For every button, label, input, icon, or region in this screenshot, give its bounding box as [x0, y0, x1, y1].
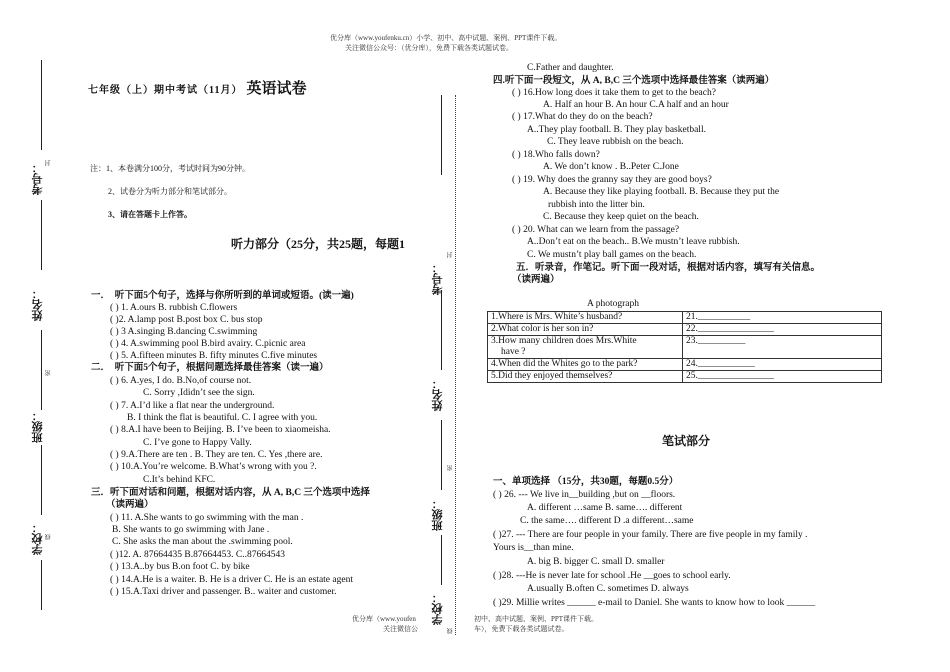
q11-b: B. She wants to go swimming with Jane . — [112, 525, 270, 535]
written-heading: 笔试部分 — [662, 434, 711, 448]
q27: ( )27. --- There are four people in your family. There are five people in my family . — [493, 530, 808, 540]
q8: ( ) 8.A.I have been to Beijing. B. I’ve been to xiaomeisha. — [110, 425, 331, 435]
written1-heading: 一、单项选择 （15分，共30题，每题0.5分） — [493, 477, 679, 487]
title-main: 英语试卷 — [246, 81, 307, 97]
section1-heading: 一． 听下面5个句子，选择与你所听到的单词或短语。(读一遍) — [91, 291, 354, 301]
q26: ( ) 26. --- We live in__building ,but on __floors. — [493, 490, 676, 500]
q9: ( ) 9.A.There are ten . B. They are ten. C. Yes ,there are. — [110, 450, 323, 460]
exam-number-label: 考号： — [32, 162, 44, 195]
table-cell-question-line2: have ? — [501, 347, 526, 357]
footer-line-2a: 关注微信公 — [383, 625, 418, 633]
q11-c: C. She asks the man about the .swimming pool. — [112, 537, 293, 547]
q12: ( )12. A. 87664435 B.87664453. C..87664543 — [110, 550, 285, 560]
header-line-2: 关注微信公众号：（优分库），免费下载各类试题试卷。 — [345, 44, 513, 52]
table-row — [488, 359, 882, 371]
section3-heading-2: （读两遍） — [106, 500, 154, 510]
class-label: 班级： — [32, 410, 44, 443]
table-cell-answer[interactable]: 21.___________ — [683, 312, 882, 324]
seal-mark-mi: 密 — [46, 370, 52, 376]
seal-mark-mi-2: 密 — [448, 465, 454, 471]
q19-c: C. Because they keep quiet on the beach. — [543, 212, 699, 222]
q28: ( )28. ---He is never late for school .He __goes to school early. — [493, 571, 731, 581]
section5-heading-2: （读两遍） — [512, 275, 560, 285]
q7: ( ) 7. A.I’d like a flat near the underground. — [110, 401, 275, 411]
table-row — [488, 312, 882, 324]
school-label: 学校： — [32, 522, 44, 555]
q20-c: C. We mustn’t play ball games on the beach. — [527, 250, 697, 260]
q17: ( ) 17.What do they do on the beach? — [512, 112, 653, 122]
q14: ( ) 14.A.He is a waiter. B. He is a driver C. He is an estate agent — [110, 575, 353, 585]
q2: ( )2. A.lamp post B.post box C. bus stop — [110, 315, 263, 325]
q11: ( ) 11. A.She wants to go swimming with the man . — [110, 513, 304, 523]
section3-heading: 三．听下面对话和问题，根据对话内容，从 A, B,C 三个选项中选择 — [91, 488, 370, 498]
name-label: 姓名： — [32, 288, 44, 321]
listening-heading: 听力部分（25分，共25题，每题1 — [231, 237, 406, 251]
table-cell-answer[interactable]: 24.____________ — [683, 359, 882, 371]
title-prefix: 七年级（上）期中考试（11月） — [88, 85, 243, 96]
q16-opts: A. Half an hour B. An hour C.A half and an hour — [543, 100, 729, 110]
table-cell-answer[interactable]: 25.________________ — [683, 371, 882, 383]
q18: ( ) 18.Who falls down? — [512, 150, 600, 160]
table-cell-question: 2.What color is her son in? — [488, 324, 683, 336]
table-row — [488, 324, 882, 336]
q15: ( ) 15.A.Taxi driver and passenger. B.. waiter and customer. — [110, 587, 337, 597]
table-row — [488, 371, 882, 383]
q10: ( ) 10.A.You’re welcome. B.What’s wrong with you ?. — [110, 462, 317, 472]
table-cell-answer[interactable]: 22.________________ — [683, 324, 882, 336]
q19: ( ) 19. Why does the granny say they are good boys? — [512, 175, 712, 185]
q4: ( ) 4. A.swimming pool B.bird avairy. C.picnic area — [110, 339, 306, 349]
q5: ( ) 5. A.fifteen minutes B. fifty minutes C.five minutes — [110, 351, 318, 361]
q8-c: C. I’ve gone to Happy Vally. — [143, 438, 252, 448]
q26-ab: A. different …same B. same…. different — [527, 503, 683, 513]
seal-mark-xian: 线 — [46, 534, 52, 540]
q28-opts: A.usually B.often C. sometimes D. always — [527, 584, 689, 594]
q10-c: C.It’s behind KFC. — [143, 475, 216, 485]
footer-line-1b: 初中、高中试题、案例、PPT课件下载。 — [474, 615, 599, 623]
footer-line-1a: 优分库（www.youfen — [352, 615, 416, 623]
q16: ( ) 16.How long does it take them to get to the beach? — [512, 88, 716, 98]
table-cell-question: 1.Where is Mrs. White’s husband? — [488, 312, 683, 324]
table-row — [488, 336, 882, 359]
table-cell-question: 5.Did they enjoyed themselves? — [488, 371, 683, 383]
q13: ( ) 13.A..by bus B.on foot C. by bike — [110, 562, 250, 572]
photo-table — [487, 311, 882, 383]
header-line-1: 优分库（www.youfenku.cn）小学、初中、高中试题、案例、PPT课件下载。 — [330, 34, 562, 42]
q29: ( )29. Millie writes ______ e-mail to Daniel. She wants to know how to look ______ — [493, 598, 816, 608]
q1: ( ) 1. A.ours B. rubbish C.flowers — [110, 303, 238, 313]
q20: ( ) 20. What can we learn from the passage? — [512, 225, 680, 235]
q27-opts: A. big B. bigger C. small D. smaller — [527, 557, 665, 567]
table-cell-question — [488, 336, 683, 359]
q7-bc: B. I think the flat is beautiful. C. I agree with you. — [127, 413, 318, 423]
page-title — [88, 77, 306, 98]
seal-mark-feng: 封 — [46, 160, 52, 166]
q19-b-cont: rubbish into the litter bin. — [548, 200, 645, 210]
q15-c: C.Father and daughter. — [527, 63, 614, 73]
q26-cd: C. the same…. different D .a different…same — [520, 516, 694, 526]
q18-opts: A. We don’t know . B..Peter C.Jone — [543, 162, 679, 172]
exam-number-label-2: 考号： — [432, 262, 444, 295]
note-2: 2、试卷分为听力部分和笔试部分。 — [108, 187, 232, 196]
q6: ( ) 6. A.yes, I do. B.No,of course not. — [110, 376, 252, 386]
footer-line-2b: 车），免费下载各类试题试卷。 — [474, 625, 569, 633]
section5-heading: 五．听录音，作笔记。听下面一段对话，根据对话内容，填写有关信息。 — [516, 263, 821, 273]
table-cell-question: 4.When did the Whites go to the park? — [488, 359, 683, 371]
q6-c: C. Sorry ,Ididn’t see the sign. — [143, 388, 255, 398]
note-1: 注：1、本卷满分100分，考试时间为90分钟。 — [90, 164, 250, 173]
seal-mark-xian-2: 线 — [448, 628, 454, 634]
q17-ab: A..They play football. B. They play basketball. — [527, 125, 706, 135]
section4-heading: 四.听下面一段短文，从 A, B,C 三个选项中选择最佳答案（读两遍） — [493, 76, 775, 86]
table-cell-question-line1: 3.How many children does Mrs.White — [491, 336, 637, 346]
q17-c: C. They leave rubbish on the beach. — [547, 137, 684, 147]
section2-heading: 二． 听下面5个句子，根据问题选择最佳答案（读一遍） — [91, 363, 329, 373]
q27-cont: Yours is__than mine. — [493, 543, 574, 553]
school-label-2: 学校： — [432, 592, 444, 625]
note-3: 3、请在答题卡上作答。 — [108, 210, 192, 219]
q3: ( ) 3 A.singing B.dancing C.swimming — [110, 327, 258, 337]
q19-ab: A. Because they like playing football. B. Because they put the — [543, 187, 780, 197]
table-cell-answer[interactable]: 23.__________ — [683, 336, 882, 359]
name-label-2: 姓名： — [432, 378, 444, 411]
class-label-2: 班级： — [432, 498, 444, 531]
q20-ab: A..Don’t eat on the beach.. B.We mustn’t leave rubbish. — [527, 237, 740, 247]
photo-table-title: A photograph — [587, 299, 639, 309]
seal-mark-feng-2: 封 — [448, 252, 454, 258]
